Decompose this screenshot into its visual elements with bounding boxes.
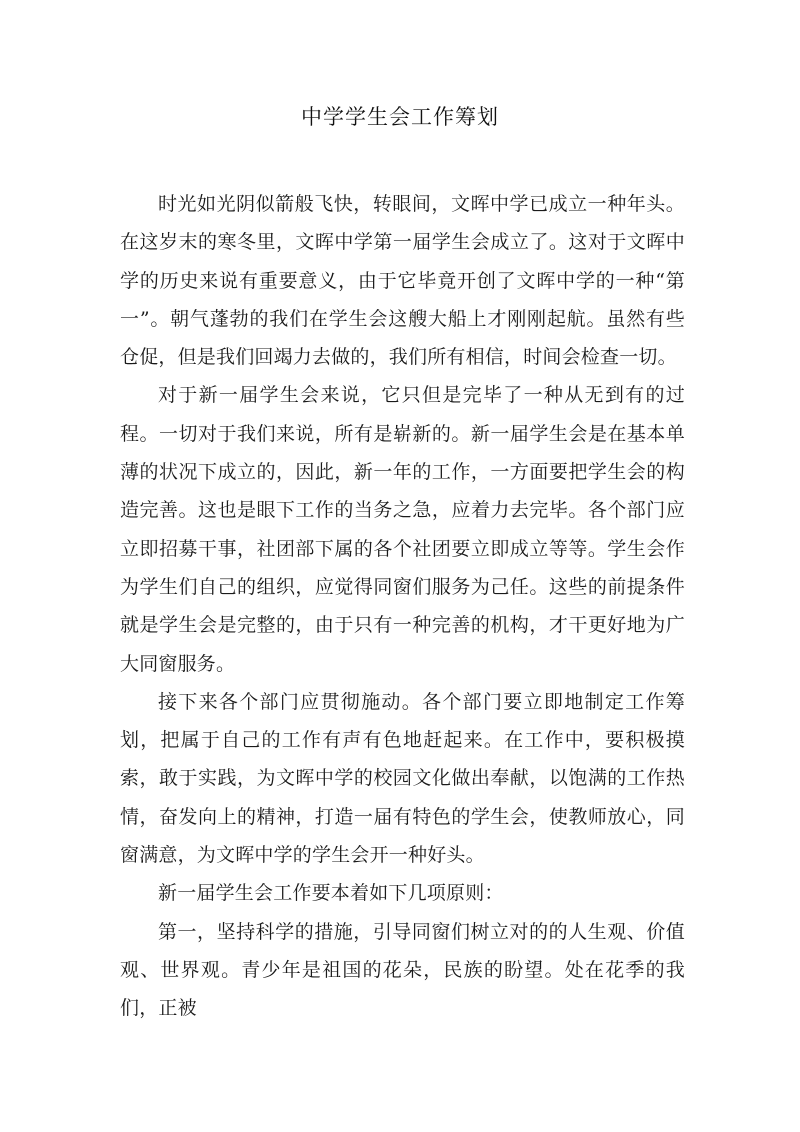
paragraph-5: 第一，坚持科学的措施，引导同窗们树立对的的人生观、价值观、世界观。青少年是祖国的花朵，民族的盼望。处在花季的我们，正被 [120,920,685,1020]
document-body [120,185,685,1028]
paragraph-3: 接下来各个部门应贯彻施动。各个部门要立即地制定工作筹划，把属于自己的工作有声有色地赶起来。在工作中，要积极摸索，敢于实践，为文晖中学的校园文化做出奉献，以饱满的工作热情，奋发向上的精神，打造一届有特色的学生会，使教师放心，同窗满意，为文晖中学的学生会开一种好头。 [120,690,685,867]
paragraph-4: 新一届学生会工作要本着如下几项原则： [158,882,504,905]
paragraph-2: 对于新一届学生会来说，它只但是完毕了一种从无到有的过程。一切对于我们来说，所有是崭新的。新一届学生会是在基本单薄的状况下成立的，因此，新一年的工作，一方面要把学生会的构造完善。这也是眼下工作的当务之急，应着力去完毕。各个部门应立即招募干事，社团部下属的各个社团要立即成立等等。学生会作为学生们自己的组织，应觉得同窗们服务为己任。这些的前提条件就是学生会是完整的，由于只有一种完善的机构，才干更好地为广大同窗服务。 [120,384,685,675]
document-title: 中学学生会工作筹划 [301,105,499,129]
paragraph-1: 时光如光阴似箭般飞快，转眼间，文晖中学已成立一种年头。在这岁末的寒冬里，文晖中学第一届学生会成立了。这对于文晖中学的历史来说有重要意义，由于它毕竟开创了文晖中学的一种“第一”。朝气蓬勃的我们在学生会这艘大船上才刚刚起航。虽然有些仓促，但是我们回竭力去做的，我们所有相信，时间会检查一切。 [120,193,685,369]
